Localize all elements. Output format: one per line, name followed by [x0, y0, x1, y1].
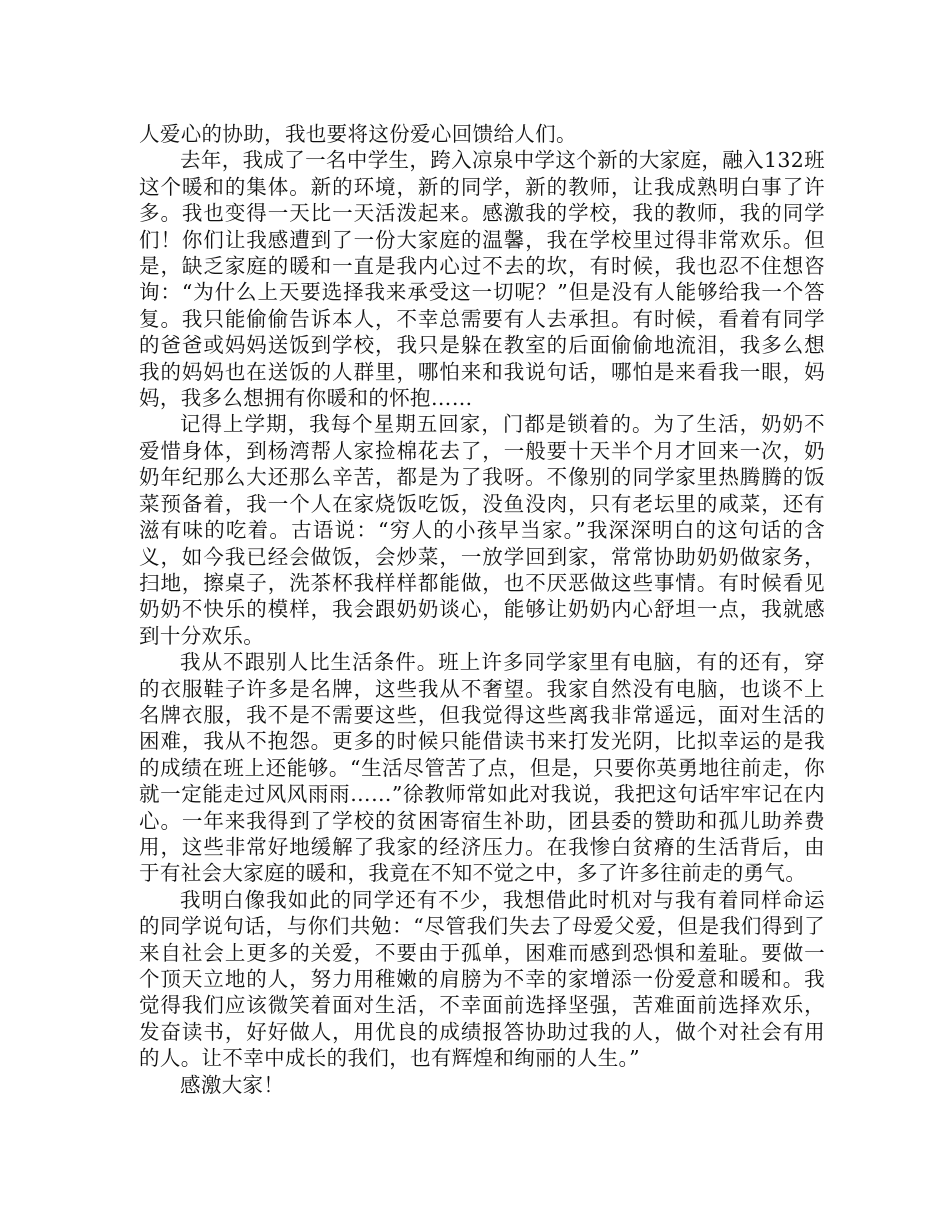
document-body	[139, 121, 825, 1098]
paragraph-3: 记得上学期，我每个星期五回家，门都是锁着的。为了生活，奶奶不爱惜身体，到杨湾帮人家捡棉花去了，一般要十天半个月才回来一次，奶奶年纪那么大还那么辛苦，都是为了我呀。不像别的同学家里热腾腾的饭菜预备着，我一个人在家烧饭吃饭，没鱼没肉，只有老坛里的咸菜，还有滋有味的吃着。古语说：“穷人的小孩早当家。”我深深明白的这句话的含义，如今我已经会做饭，会炒菜，一放学回到家，常常协助奶奶做家务，扫地，擦桌子，洗茶杯我样样都能做，也不厌恶做这些事情。有时候看见奶奶不快乐的模样，我会跟奶奶谈心，能够让奶奶内心舒坦一点，我就感到十分欢乐。	[139, 412, 825, 648]
paragraph-6: 感激大家！	[180, 1072, 285, 1097]
paragraph-4: 我从不跟别人比生活条件。班上许多同学家里有电脑，有的还有，穿的衣服鞋子许多是名牌，这些我从不奢望。我家自然没有电脑，也谈不上名牌衣服，我不是不需要这些，但我觉得这些离我非常遥远，面对生活的困难，我从不抱怨。更多的时候只能借读书来打发光阴，比拟幸运的是我的成绩在班上还能够。“生活尽管苦了点，但是，只要你英勇地往前走，你就一定能走过风风雨雨……”徐教师常如此对我说，我把这句话牢牢记在内心。一年来我得到了学校的贫困寄宿生补助，团县委的赞助和孤儿助养费用，这些非常好地缓解了我家的经济压力。在我惨白贫瘠的生活背后，由于有社会大家庭的暖和，我竟在不知不觉之中，多了许多往前走的勇气。	[139, 650, 825, 886]
paragraph-1: 人爱心的协助，我也要将这份爱心回馈给人们。	[139, 122, 577, 146]
paragraph-2: 去年，我成了一名中学生，跨入凉泉中学这个新的大家庭，融入132班这个暖和的集体。新的环境，新的同学，新的教师，让我成熟明白事了许多。我也变得一天比一天活泼起来。感激我的学校，我的教师，我的同学们！你们让我感遭到了一份大家庭的温馨，我在学校里过得非常欢乐。但是，缺乏家庭的暖和一直是我内心过不去的坎，有时候，我也忍不住想咨询：“为什么上天要选择我来承受这一切呢？”但是没有人能够给我一个答复。我只能偷偷告诉本人，不幸总需要有人去承担。有时候，看着有同学的爸爸或妈妈送饭到学校，我只是躲在教室的后面偷偷地流泪，我多么想我的妈妈也在送饭的人群里，哪怕来和我说句话，哪怕是来看我一眼，妈妈，我多么想拥有你暖和的怀抱……	[139, 148, 825, 411]
paragraph-5: 我明白像我如此的同学还有不少，我想借此时机对与我有着同样命运的同学说句话，与你们共勉：“尽管我们失去了母爱父爱，但是我们得到了来自社会上更多的关爱，不要由于孤单，困难而感到恐惧和羞耻。要做一个顶天立地的人，努力用稚嫩的肩膀为不幸的家增添一份爱意和暖和。我觉得我们应该微笑着面对生活，不幸面前选择坚强，苦难面前选择欢乐，发奋读书，好好做人，用优良的成绩报答协助过我的人，做个对社会有用的人。让不幸中成长的我们，也有辉煌和绚丽的人生。”	[139, 887, 825, 1071]
